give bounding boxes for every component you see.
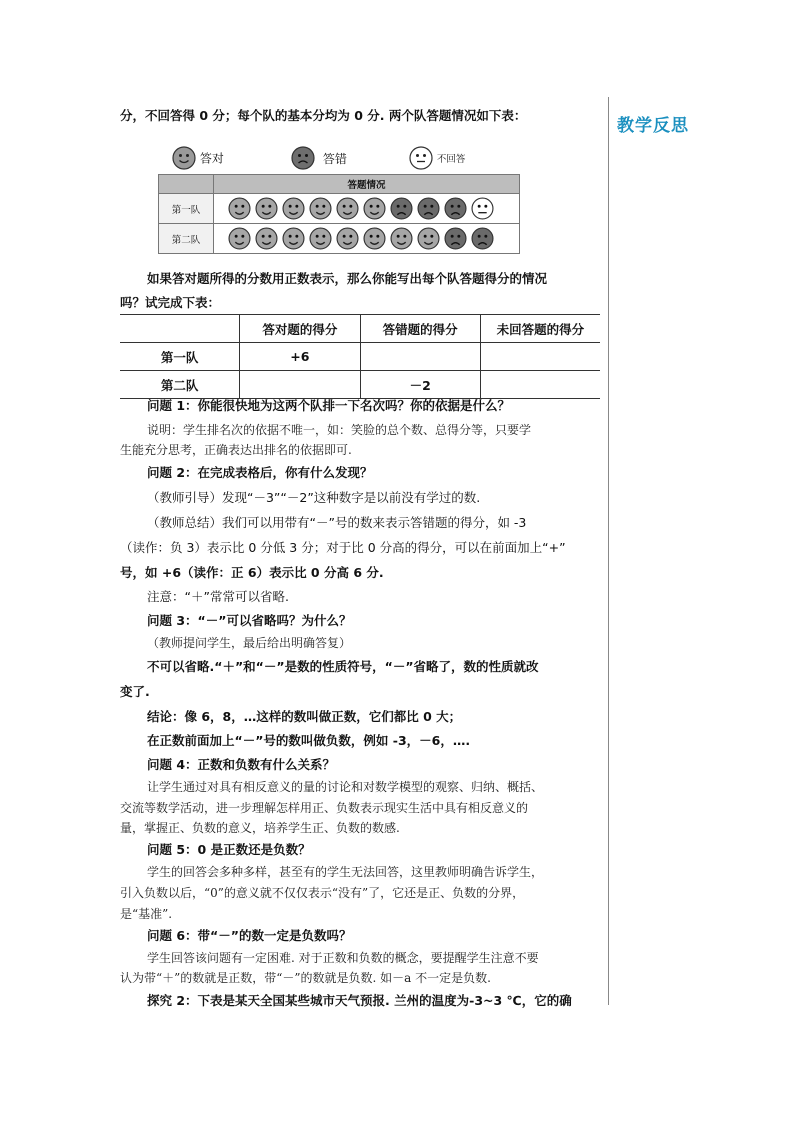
- note-5b: 引入负数以后，“0”的意义就不仅仅表示“没有”了，它还是正、负数的分界，: [120, 886, 525, 900]
- question-intro-2: 吗？试完成下表：: [120, 295, 221, 310]
- score-header: [120, 315, 240, 343]
- legend-correct: [172, 146, 224, 170]
- smile-face-icon: [417, 227, 440, 250]
- smile-face-icon: [363, 197, 386, 220]
- score-cell: －2: [360, 371, 480, 399]
- sad-face-icon: [291, 146, 315, 170]
- sad-face-icon: [444, 197, 467, 220]
- team-label: 第二队: [159, 224, 214, 254]
- teacher-guide: （教师引导）发现“－3”“－2”这种数字是以前没有学过的数.: [147, 490, 481, 505]
- score-cell: [360, 343, 480, 371]
- score-table: [120, 314, 600, 399]
- table-row: [159, 224, 520, 254]
- note-6b: 认为带“＋”的数就是正数，带“－”的数就是负数. 如－a 不一定是负数.: [120, 971, 491, 985]
- question-1: 问题 1：你能很快地为这两个队排一下名次吗？你的依据是什么？: [147, 398, 511, 413]
- sad-face-icon: [417, 197, 440, 220]
- smile-face-icon: [282, 197, 305, 220]
- legend-correct-label: 答对: [199, 151, 224, 166]
- smile-face-icon: [172, 146, 196, 170]
- smile-face-icon: [255, 227, 278, 250]
- smile-face-icon: [336, 197, 359, 220]
- smile-face-icon: [309, 227, 332, 250]
- explore-2: 探究 2：下表是某天全国某些城市天气预报. 兰州的温度为-3~3 ℃，它的确: [147, 993, 572, 1008]
- smile-face-icon: [228, 227, 251, 250]
- score-header: 答错题的得分: [360, 315, 480, 343]
- note-4b: 交流等数学活动，进一步理解怎样用正、负数表示现实生活中具有相反意义的: [120, 801, 529, 815]
- table-row: [120, 343, 600, 371]
- team-1-faces: [214, 197, 519, 220]
- smile-face-icon: [309, 197, 332, 220]
- team-label: 第一队: [159, 194, 214, 224]
- question-6: 问题 6：带“－”的数一定是负数吗？: [147, 928, 352, 943]
- sad-face-icon: [390, 197, 413, 220]
- note-4a: 让学生通过对具有相反意义的量的讨论和对数学模型的观察、归纳、概括、: [147, 780, 544, 794]
- teacher-summary-a: （教师总结）我们可以用带有“－”号的数来表示答错题的得分，如 -3: [147, 515, 527, 530]
- margin-divider: [608, 97, 609, 1005]
- note-5a: 学生的回答会多种多样，甚至有的学生无法回答，这里教师明确告诉学生，: [147, 865, 544, 879]
- answer-3b: 变了.: [120, 684, 150, 699]
- teacher-question-note: （教师提问学生，最后给出明确答复）: [147, 636, 352, 650]
- note-5c: 是“基准”.: [120, 907, 173, 921]
- score-cell: +6: [240, 343, 360, 371]
- table-row: [120, 371, 600, 399]
- conclusion-b: 在正数前面加上“－”号的数叫做负数，例如 -3，－6，….: [147, 733, 471, 748]
- smile-face-icon: [255, 197, 278, 220]
- sad-face-icon: [444, 227, 467, 250]
- attention-note: 注意：“＋”常常可以省略.: [147, 589, 289, 604]
- score-cell: 第一队: [120, 343, 240, 371]
- score-header: 未回答题的得分: [480, 315, 600, 343]
- legend-no-answer: [409, 146, 465, 170]
- score-header: 答对题的得分: [240, 315, 360, 343]
- question-4: 问题 4：正数和负数有什么关系？: [147, 757, 336, 772]
- smile-face-icon: [336, 227, 359, 250]
- score-cell: [480, 371, 600, 399]
- smile-face-icon: [390, 227, 413, 250]
- legend-wrong-label: 答错: [322, 151, 347, 166]
- table-row: [159, 194, 520, 224]
- answer-situation-table: [158, 174, 520, 254]
- note-6a: 学生回答该问题有一定困难. 对于正数和负数的概念，要提醒学生注意不要: [147, 951, 539, 965]
- note-4c: 量，掌握正、负数的意义，培养学生正、负数的数感.: [120, 821, 400, 835]
- sad-face-icon: [471, 227, 494, 250]
- score-cell: [240, 371, 360, 399]
- teacher-summary-c: 号，如 +6（读作：正 6）表示比 0 分高 6 分.: [120, 565, 384, 580]
- conclusion-a: 结论：像 6，8，…这样的数叫做正数，它们都比 0 大；: [147, 709, 462, 724]
- teaching-reflection-title: 教学反思: [617, 116, 689, 136]
- answer-3a: 不可以省略.“＋”和“－”是数的性质符号，“－”省略了，数的性质就改: [147, 659, 539, 674]
- score-cell: 第二队: [120, 371, 240, 399]
- intro-line: 分，不回答得 0 分；每个队的基本分均为 0 分. 两个队答题情况如下表：: [120, 108, 527, 123]
- smile-face-icon: [363, 227, 386, 250]
- smile-face-icon: [282, 227, 305, 250]
- teacher-summary-b: （读作：负 3）表示比 0 分低 3 分；对于比 0 分高的得分，可以在前面加上“+”: [120, 540, 566, 555]
- legend-no-answer-label: 不回答: [436, 154, 466, 165]
- legend-wrong: [291, 146, 347, 170]
- question-intro-1: 如果答对题所得的分数用正数表示，那么你能写出每个队答题得分的情况: [147, 271, 548, 286]
- note-1a: 说明：学生排名次的依据不唯一，如：笑脸的总个数、总得分等，只要学: [147, 423, 532, 437]
- question-2: 问题 2：在完成表格后，你有什么发现？: [147, 465, 373, 480]
- smile-face-icon: [228, 197, 251, 220]
- answer-table-corner: [159, 175, 214, 194]
- neutral-face-icon: [471, 197, 494, 220]
- score-cell: [480, 343, 600, 371]
- note-1b: 生能充分思考，正确表达出排名的依据即可.: [120, 443, 352, 457]
- table-row: [120, 315, 600, 343]
- question-5: 问题 5：0 是正数还是负数？: [147, 842, 311, 857]
- team-2-faces: [214, 227, 519, 250]
- question-3: 问题 3：“－”可以省略吗？为什么？: [147, 613, 352, 628]
- neutral-face-icon: [409, 146, 433, 170]
- answer-table-header: 答题情况: [214, 175, 520, 194]
